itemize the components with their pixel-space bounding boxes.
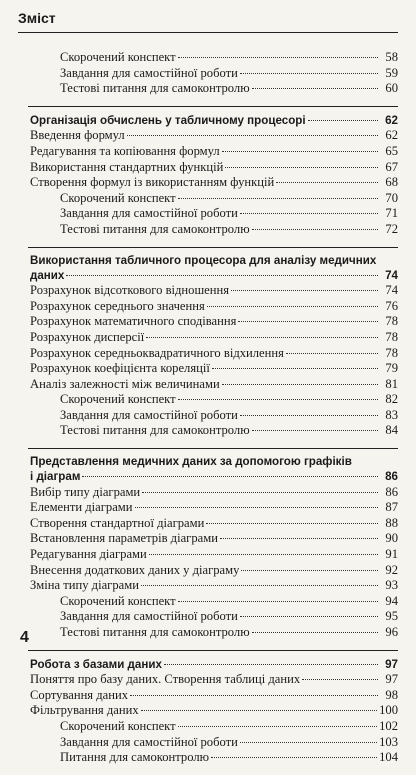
toc-entry[interactable] [30, 346, 398, 362]
dot-leader [141, 585, 378, 586]
toc-entry-title: Завдання для самостійної роботи [60, 407, 238, 422]
toc-page-number: 78 [385, 345, 398, 360]
toc-page-number: 76 [385, 298, 398, 313]
toc-entry-title: Тестові питання для самоконтролю [60, 423, 250, 438]
toc-entry-title: Тестові питання для самоконтролю [60, 81, 250, 96]
toc-page-number: 60 [385, 81, 398, 96]
section-divider [28, 448, 398, 449]
toc-entry[interactable] [30, 547, 398, 563]
dot-leader [240, 742, 377, 743]
toc-page-number: 84 [385, 423, 398, 438]
dot-leader [222, 384, 378, 385]
toc-entry-title: Поняття про базу даних. Створення таблиці даних [30, 672, 301, 687]
toc-entry[interactable] [30, 299, 398, 315]
toc-heading-line: Представлення медичних даних за допомогою графіків [30, 455, 352, 469]
toc-entry-title: Встановлення параметрів діаграми [30, 531, 218, 546]
toc-entry-title: Сортування даних [30, 687, 129, 702]
dot-leader [142, 492, 378, 493]
toc-subentry[interactable] [30, 719, 398, 735]
dot-leader [276, 182, 378, 183]
toc-subentry[interactable] [30, 609, 398, 625]
toc-entry-title: Елементи діаграми [30, 500, 133, 515]
toc-page-number: 81 [385, 376, 398, 391]
page-title: Зміст [18, 10, 56, 26]
dot-leader [178, 726, 377, 727]
toc-subentry[interactable] [30, 206, 398, 222]
toc-entry-title: Скорочений конспект [60, 190, 176, 205]
toc-entry[interactable] [30, 563, 398, 579]
toc-page-number: 98 [385, 687, 398, 702]
toc-entry-title: Завдання для самостійної роботи [60, 609, 238, 624]
dot-leader [240, 213, 378, 214]
dot-leader [241, 570, 378, 571]
dot-leader [222, 151, 378, 152]
toc-heading-continuation [30, 469, 398, 485]
toc-entry[interactable] [30, 361, 398, 377]
dot-leader [220, 538, 378, 539]
toc-entry[interactable] [30, 688, 398, 704]
toc-section-heading[interactable] [30, 254, 398, 284]
toc-page-number: 65 [385, 143, 398, 158]
toc-heading-line: Використання табличного процесора для аналізу медичних [30, 253, 377, 267]
toc-page-number: 62 [385, 113, 398, 127]
table-of-contents [30, 50, 398, 775]
toc-page-number: 62 [385, 128, 398, 143]
toc-entry-title: і діаграм [30, 470, 81, 484]
toc-page-number: 97 [385, 657, 398, 671]
toc-entry-title: Внесення додаткових даних у діаграму [30, 562, 240, 577]
dot-leader [240, 73, 378, 74]
toc-page-number: 103 [379, 734, 398, 749]
toc-page-number: 67 [385, 159, 398, 174]
dot-leader [238, 321, 378, 322]
toc-entry[interactable] [30, 314, 398, 330]
section-divider [28, 106, 398, 107]
toc-subentry[interactable] [30, 750, 398, 766]
toc-entry-title: Аналіз залежності між величинами [30, 376, 220, 391]
toc-page-number: 95 [385, 609, 398, 624]
toc-entry-title: Тестові питання для самоконтролю [60, 221, 250, 236]
toc-entry[interactable] [30, 377, 398, 393]
section-divider [28, 247, 398, 248]
toc-page-number: 78 [385, 314, 398, 329]
toc-entry-title: Завдання для самостійної роботи [60, 734, 238, 749]
toc-subentry[interactable] [30, 423, 398, 439]
dot-leader [211, 757, 377, 758]
toc-group [30, 106, 398, 238]
toc-entry-title: Тестові питання для самоконтролю [60, 625, 250, 639]
toc-subentry[interactable] [30, 66, 398, 82]
toc-subentry[interactable] [30, 222, 398, 238]
dot-leader [225, 167, 378, 168]
toc-subentry[interactable] [30, 735, 398, 751]
toc-entry-title: Завдання для самостійної роботи [60, 65, 238, 80]
dot-leader [178, 601, 378, 602]
toc-entry[interactable] [30, 500, 398, 516]
dot-leader [240, 616, 378, 617]
dot-leader [302, 679, 378, 680]
toc-page-number: 93 [385, 578, 398, 593]
toc-page-number: 82 [385, 392, 398, 407]
toc-page-number: 83 [385, 407, 398, 422]
toc-page-number: 100 [379, 703, 398, 718]
toc-subentry[interactable] [30, 81, 398, 97]
toc-entry-title: Розрахунок математичного сподівання [30, 314, 237, 329]
toc-entry[interactable] [30, 672, 398, 688]
dot-leader [252, 229, 378, 230]
page-number: 4 [20, 629, 29, 646]
toc-entry-title: Редагування та копіювання формул [30, 143, 220, 158]
toc-entry-title: даних [30, 268, 65, 282]
dot-leader [252, 430, 378, 431]
toc-entry[interactable] [30, 175, 398, 191]
toc-page-number: 96 [385, 625, 398, 639]
toc-entry-title: Скорочений конспект [60, 392, 176, 407]
toc-entry-title: Розрахунок середньоквадратичного відхилення [30, 345, 284, 360]
dot-leader [308, 120, 378, 121]
toc-page-number: 104 [379, 750, 398, 765]
dot-leader [178, 57, 378, 58]
toc-heading-continuation [30, 268, 398, 284]
dot-leader [135, 507, 378, 508]
toc-entry[interactable] [30, 283, 398, 299]
toc-entry[interactable] [30, 330, 398, 346]
toc-subentry[interactable] [30, 594, 398, 610]
dot-leader [178, 399, 378, 400]
toc-page-number: 94 [385, 593, 398, 608]
dot-leader [82, 476, 378, 477]
toc-entry-title: Створення формул із використанням функцій [30, 175, 275, 190]
toc-page-number: 91 [385, 547, 398, 562]
toc-entry[interactable] [30, 128, 398, 144]
toc-entry-title: Скорочений конспект [60, 593, 176, 608]
header-divider [18, 32, 398, 33]
dot-leader [231, 290, 378, 291]
toc-entry[interactable] [30, 160, 398, 176]
page-header [18, 10, 398, 26]
toc-subentry[interactable] [30, 392, 398, 408]
dot-leader [178, 198, 378, 199]
dot-leader [146, 337, 378, 338]
dot-leader [212, 368, 378, 369]
toc-entry-title: Фільтрування даних [30, 703, 139, 718]
toc-subentry[interactable] [30, 408, 398, 424]
toc-entry-title: Скорочений конспект [60, 718, 176, 733]
dot-leader [164, 664, 378, 665]
toc-entry-title: Питання для самоконтролю [60, 750, 210, 765]
dot-leader [141, 710, 377, 711]
toc-entry-title: Зміна типу діаграми [30, 578, 139, 593]
toc-page-number: 78 [385, 329, 398, 344]
toc-page-number: 87 [385, 500, 398, 515]
toc-entry-title: Редагування діаграми [30, 547, 147, 562]
toc-page-number: 74 [385, 283, 398, 298]
dot-leader [240, 415, 378, 416]
toc-entry-title: Розрахунок коефіцієнта кореляції [30, 361, 210, 376]
toc-page-number: 72 [385, 221, 398, 236]
toc-subentry[interactable] [30, 191, 398, 207]
toc-page-number: 70 [385, 190, 398, 205]
dot-leader [252, 88, 378, 89]
toc-entry[interactable] [30, 485, 398, 501]
toc-entry-title: Розрахунок середнього значення [30, 298, 205, 313]
dot-leader [127, 135, 378, 136]
toc-entry[interactable] [30, 516, 398, 532]
toc-section-heading[interactable] [30, 113, 398, 129]
toc-page-number: 97 [385, 672, 398, 687]
dot-leader [149, 554, 378, 555]
toc-page-number: 86 [385, 484, 398, 499]
toc-entry-title: Використання стандартних функцій [30, 159, 224, 174]
toc-subentry[interactable] [30, 50, 398, 66]
toc-page-number: 102 [379, 718, 398, 733]
dot-leader [252, 632, 378, 633]
toc-page-number: 88 [385, 515, 398, 530]
toc-entry-title: Введення формул [30, 128, 125, 143]
toc-subentry[interactable] [30, 625, 398, 641]
toc-page-number: 59 [385, 65, 398, 80]
toc-entry[interactable] [30, 578, 398, 594]
toc-page-number: 79 [385, 361, 398, 376]
toc-entry-title: Створення стандартної діаграми [30, 515, 205, 530]
toc-entry-title: Скорочений конспект [60, 50, 176, 64]
toc-group [30, 650, 398, 766]
toc-page-number: 86 [385, 470, 398, 484]
dot-leader [207, 306, 378, 307]
toc-entry-title: Вибір типу діаграми [30, 484, 141, 499]
toc-entry[interactable] [30, 144, 398, 160]
toc-page-number: 71 [385, 206, 398, 221]
toc-entry-title: Завдання для самостійної роботи [60, 206, 238, 221]
toc-page-number: 58 [385, 50, 398, 64]
dot-leader [286, 353, 378, 354]
toc-page-number: 74 [385, 268, 398, 282]
toc-entry[interactable] [30, 703, 398, 719]
toc-group [30, 247, 398, 440]
toc-page-number: 90 [385, 531, 398, 546]
toc-page-number: 92 [385, 562, 398, 577]
toc-group [30, 50, 398, 97]
toc-entry-title: Розрахунок дисперсії [30, 329, 145, 344]
toc-page-number: 68 [385, 175, 398, 190]
toc-entry-title: Організація обчислень у табличному процесорі [30, 113, 306, 127]
toc-section-heading[interactable] [30, 455, 398, 485]
toc-group [30, 448, 398, 641]
dot-leader [130, 695, 378, 696]
toc-entry-title: Робота з базами даних [30, 657, 162, 671]
toc-entry-title: Розрахунок відсоткового відношення [30, 283, 230, 298]
dot-leader [206, 523, 378, 524]
dot-leader [66, 275, 378, 276]
section-divider [28, 650, 398, 651]
toc-entry[interactable] [30, 531, 398, 547]
